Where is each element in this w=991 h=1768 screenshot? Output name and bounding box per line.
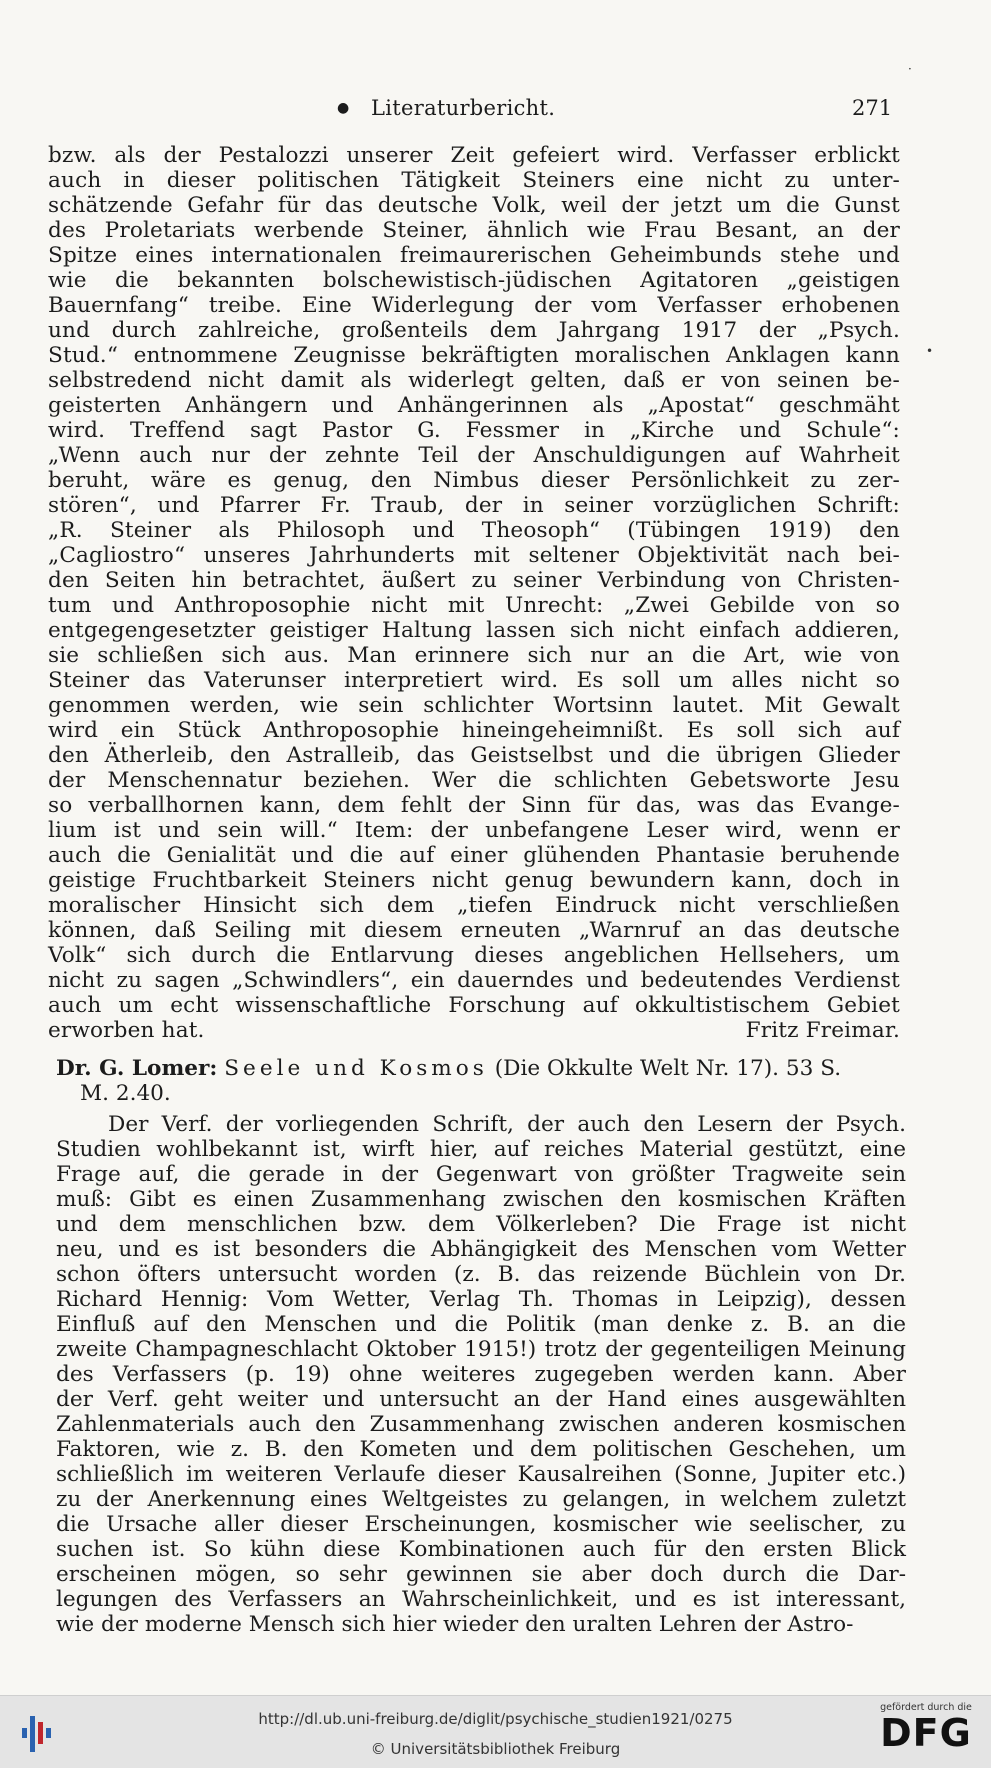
text-line: bzw. als der Pestalozzi unserer Zeit gefeiert wird. Verfasser erblickt <box>48 143 900 168</box>
source-url-link[interactable]: http://dl.ub.uni-freiburg.de/diglit/psychische_studien1921/0275 <box>258 1710 733 1728</box>
text-line: Bauernfang“ treibe. Eine Widerlegung der vom Verfasser erhobenen <box>48 293 900 318</box>
text-line: Steiner das Vaterunser interpretiert wird. Es soll um alles nicht so <box>48 668 900 693</box>
text-line: den Seiten hin betrachtet, äußert zu seiner Verbindung von Christen- <box>48 568 900 593</box>
text-line: tum und Anthroposophie nicht mit Unrecht: „Zwei Gebilde von so <box>48 593 900 618</box>
text-line: nicht zu sagen „Schwindlers“, ein dauerndes und bedeutendes Verdienst <box>48 968 900 993</box>
text-line: des Proletariats werbende Steiner, ähnlich wie Frau Besant, an der <box>48 218 900 243</box>
text-line: die Ursache aller dieser Erscheinungen, kosmischer wie seelischer, zu <box>56 1512 906 1537</box>
text-line: geisterten Anhängern und Anhängerinnen als „Apostat“ geschmäht <box>48 393 900 418</box>
text-line: beruht, wäre es genug, den Nimbus dieser Persönlichkeit zu zer- <box>48 468 900 493</box>
text-line: zweite Champagneschlacht Oktober 1915!) trotz der gegenteiligen Meinung <box>56 1337 906 1362</box>
text-line: schätzende Gefahr für das deutsche Volk, weil der jetzt um die Gunst <box>48 193 900 218</box>
text-line: selbstredend nicht damit als widerlegt gelten, daß er von seinen be- <box>48 368 900 393</box>
text-line: „R. Steiner als Philosoph und Theosoph“ (Tübingen 1919) den <box>48 518 900 543</box>
text-line: „Wenn auch nur der zehnte Teil der Anschuldigungen auf Wahrheit <box>48 443 900 468</box>
text-line: wie der moderne Mensch sich hier wieder den uralten Lehren der Astro- <box>56 1612 854 1637</box>
text-line: Studien wohlbekannt ist, wirft hier, auf reiches Material gestützt, eine <box>56 1137 906 1162</box>
text-line: schon öfters untersucht worden (z. B. das reizende Büchlein von Dr. <box>56 1262 906 1287</box>
text-line: Spitze eines internationalen freimaurerischen Geheimbunds stehe und <box>48 243 900 268</box>
text-line: auch die Genialität und die auf einer glühenden Phantasie beruhende <box>48 843 900 868</box>
text-line: genommen werden, wie sein schlichter Wortsinn lautet. Mit Gewalt <box>48 693 900 718</box>
text-line: Einfluß auf den Menschen und die Politik (man denke z. B. an die <box>56 1312 906 1337</box>
text-line: erscheinen mögen, so sehr gewinnen sie aber doch durch die Dar- <box>56 1562 906 1587</box>
text-line: auch in dieser politischen Tätigkeit Steiners eine nicht zu unter- <box>48 168 900 193</box>
text-line: der Menschennatur beziehen. Wer die schlichten Gebetsworte Jesu <box>48 768 900 793</box>
margin-mark: • <box>926 344 934 358</box>
text-line: und dem menschlichen bzw. dem Völkerleben? Die Frage ist nicht <box>56 1212 906 1237</box>
footer-bar <box>0 1695 991 1768</box>
review-price: M. 2.40. <box>80 1081 171 1106</box>
text-line: legungen des Verfassers an Wahrscheinlichkeit, und es ist interessant, <box>56 1587 906 1612</box>
text-line: und durch zahlreiche, großenteils dem Jahrgang 1917 der „Psych. <box>48 318 900 343</box>
review-series: (Die Okkulte Welt Nr. 17). 53 S. <box>494 1056 842 1081</box>
text-line: Der Verf. der vorliegenden Schrift, der auch den Lesern der Psych. <box>108 1112 906 1137</box>
text-line: stören“, und Pfarrer Fr. Traub, der in seiner vorzüglichen Schrift: <box>48 493 900 518</box>
text-line: können, daß Seiling mit diesem erneuten „Warnruf an das deutsche <box>48 918 900 943</box>
running-title: Literaturbericht. <box>371 96 556 120</box>
text-line: den Ätherleib, den Astralleib, das Geistselbst und die übrigen Glieder <box>48 743 900 768</box>
text-line: wie die bekannten bolschewistisch-jüdischen Agitatoren „geistigen <box>48 268 900 293</box>
dfg-wordmark: DFG <box>880 1711 972 1755</box>
text-line: entgegengesetzter geistiger Haltung lassen sich nicht einfach addieren, <box>48 618 900 643</box>
text-line: moralischer Hinsicht sich dem „tiefen Eindruck nicht verschließen <box>48 893 900 918</box>
reviewer-signature: Fritz Freimar. <box>745 1018 900 1043</box>
text-line: erworben hat. <box>48 1018 205 1043</box>
text-line: des Verfassers (p. 19) ohne weiteres zugegeben werden kann. Aber <box>56 1362 906 1387</box>
text-line: „Cagliostro“ unseres Jahrhunderts mit seltener Objektivität nach bei- <box>48 543 900 568</box>
dfg-logo <box>868 1702 984 1762</box>
closing-line <box>48 1018 900 1043</box>
review-author: Dr. G. Lomer: <box>56 1056 218 1081</box>
text-line: Frage auf, die gerade in der Gegenwart von größter Tragweite sein <box>56 1162 906 1187</box>
text-line: lium ist und sein will.“ Item: der unbefangene Leser wird, wenn er <box>48 818 900 843</box>
text-line: muß: Gibt es einen Zusammenhang zwischen den kosmischen Kräften <box>56 1187 906 1212</box>
bullet-mark: ● <box>337 100 350 116</box>
text-line: Volk“ sich durch die Entlarvung dieses angeblichen Hellsehers, um <box>48 943 900 968</box>
text-line: geistige Fruchtbarkeit Steiners nicht genug bewundern kann, doch in <box>48 868 900 893</box>
text-line: Stud.“ entnommene Zeugnisse bekräftigten moralischen Anklagen kann <box>48 343 900 368</box>
review-book-title: Seele und Kosmos <box>224 1056 488 1081</box>
review-text <box>56 1112 906 1637</box>
text-line: Zahlenmaterials auch den Zusammenhang zwischen anderen kosmischen <box>56 1412 906 1437</box>
text-line: neu, und es ist besonders die Abhängigkeit des Menschen vom Wetter <box>56 1237 906 1262</box>
margin-mark: · <box>908 62 912 76</box>
text-line: wird ein Stück Anthroposophie hineingeheimnißt. Es soll sich auf <box>48 718 900 743</box>
text-line: schließlich im weiteren Verlaufe dieser Kausalreihen (Sonne, Jupiter etc.) <box>56 1462 906 1487</box>
dfg-caption: gefördert durch die <box>880 1702 972 1713</box>
text-line: suchen ist. So kühn diese Kombinationen auch für den ersten Blick <box>56 1537 906 1562</box>
running-head <box>0 96 991 126</box>
text-line: zu der Anerkennung eines Weltgeistes zu gelangen, in welchem zuletzt <box>56 1487 906 1512</box>
copyright-text: © Universitätsbibliothek Freiburg <box>370 1740 621 1758</box>
text-line: auch um echt wissenschaftliche Forschung auf okkultistischem Gebiet <box>48 993 900 1018</box>
text-line: Richard Hennig: Vom Wetter, Verlag Th. Thomas in Leipzig), dessen <box>56 1287 906 1312</box>
text-line: Faktoren, wie z. B. den Kometen und dem politischen Geschehen, um <box>56 1437 906 1462</box>
text-line: so verballhornen kann, dem fehlt der Sinn für das, was das Evange- <box>48 793 900 818</box>
review-heading <box>56 1056 906 1106</box>
text-line: wird. Treffend sagt Pastor G. Fessmer in „Kirche und Schule“: <box>48 418 900 443</box>
text-line: sie schließen sich aus. Man erinnere sich nur an die Art, wie von <box>48 643 900 668</box>
page-number: 271 <box>852 96 893 120</box>
review-text-continued <box>48 143 900 1043</box>
text-line: der Verf. geht weiter und untersucht an der Hand eines ausgewählten <box>56 1387 906 1412</box>
